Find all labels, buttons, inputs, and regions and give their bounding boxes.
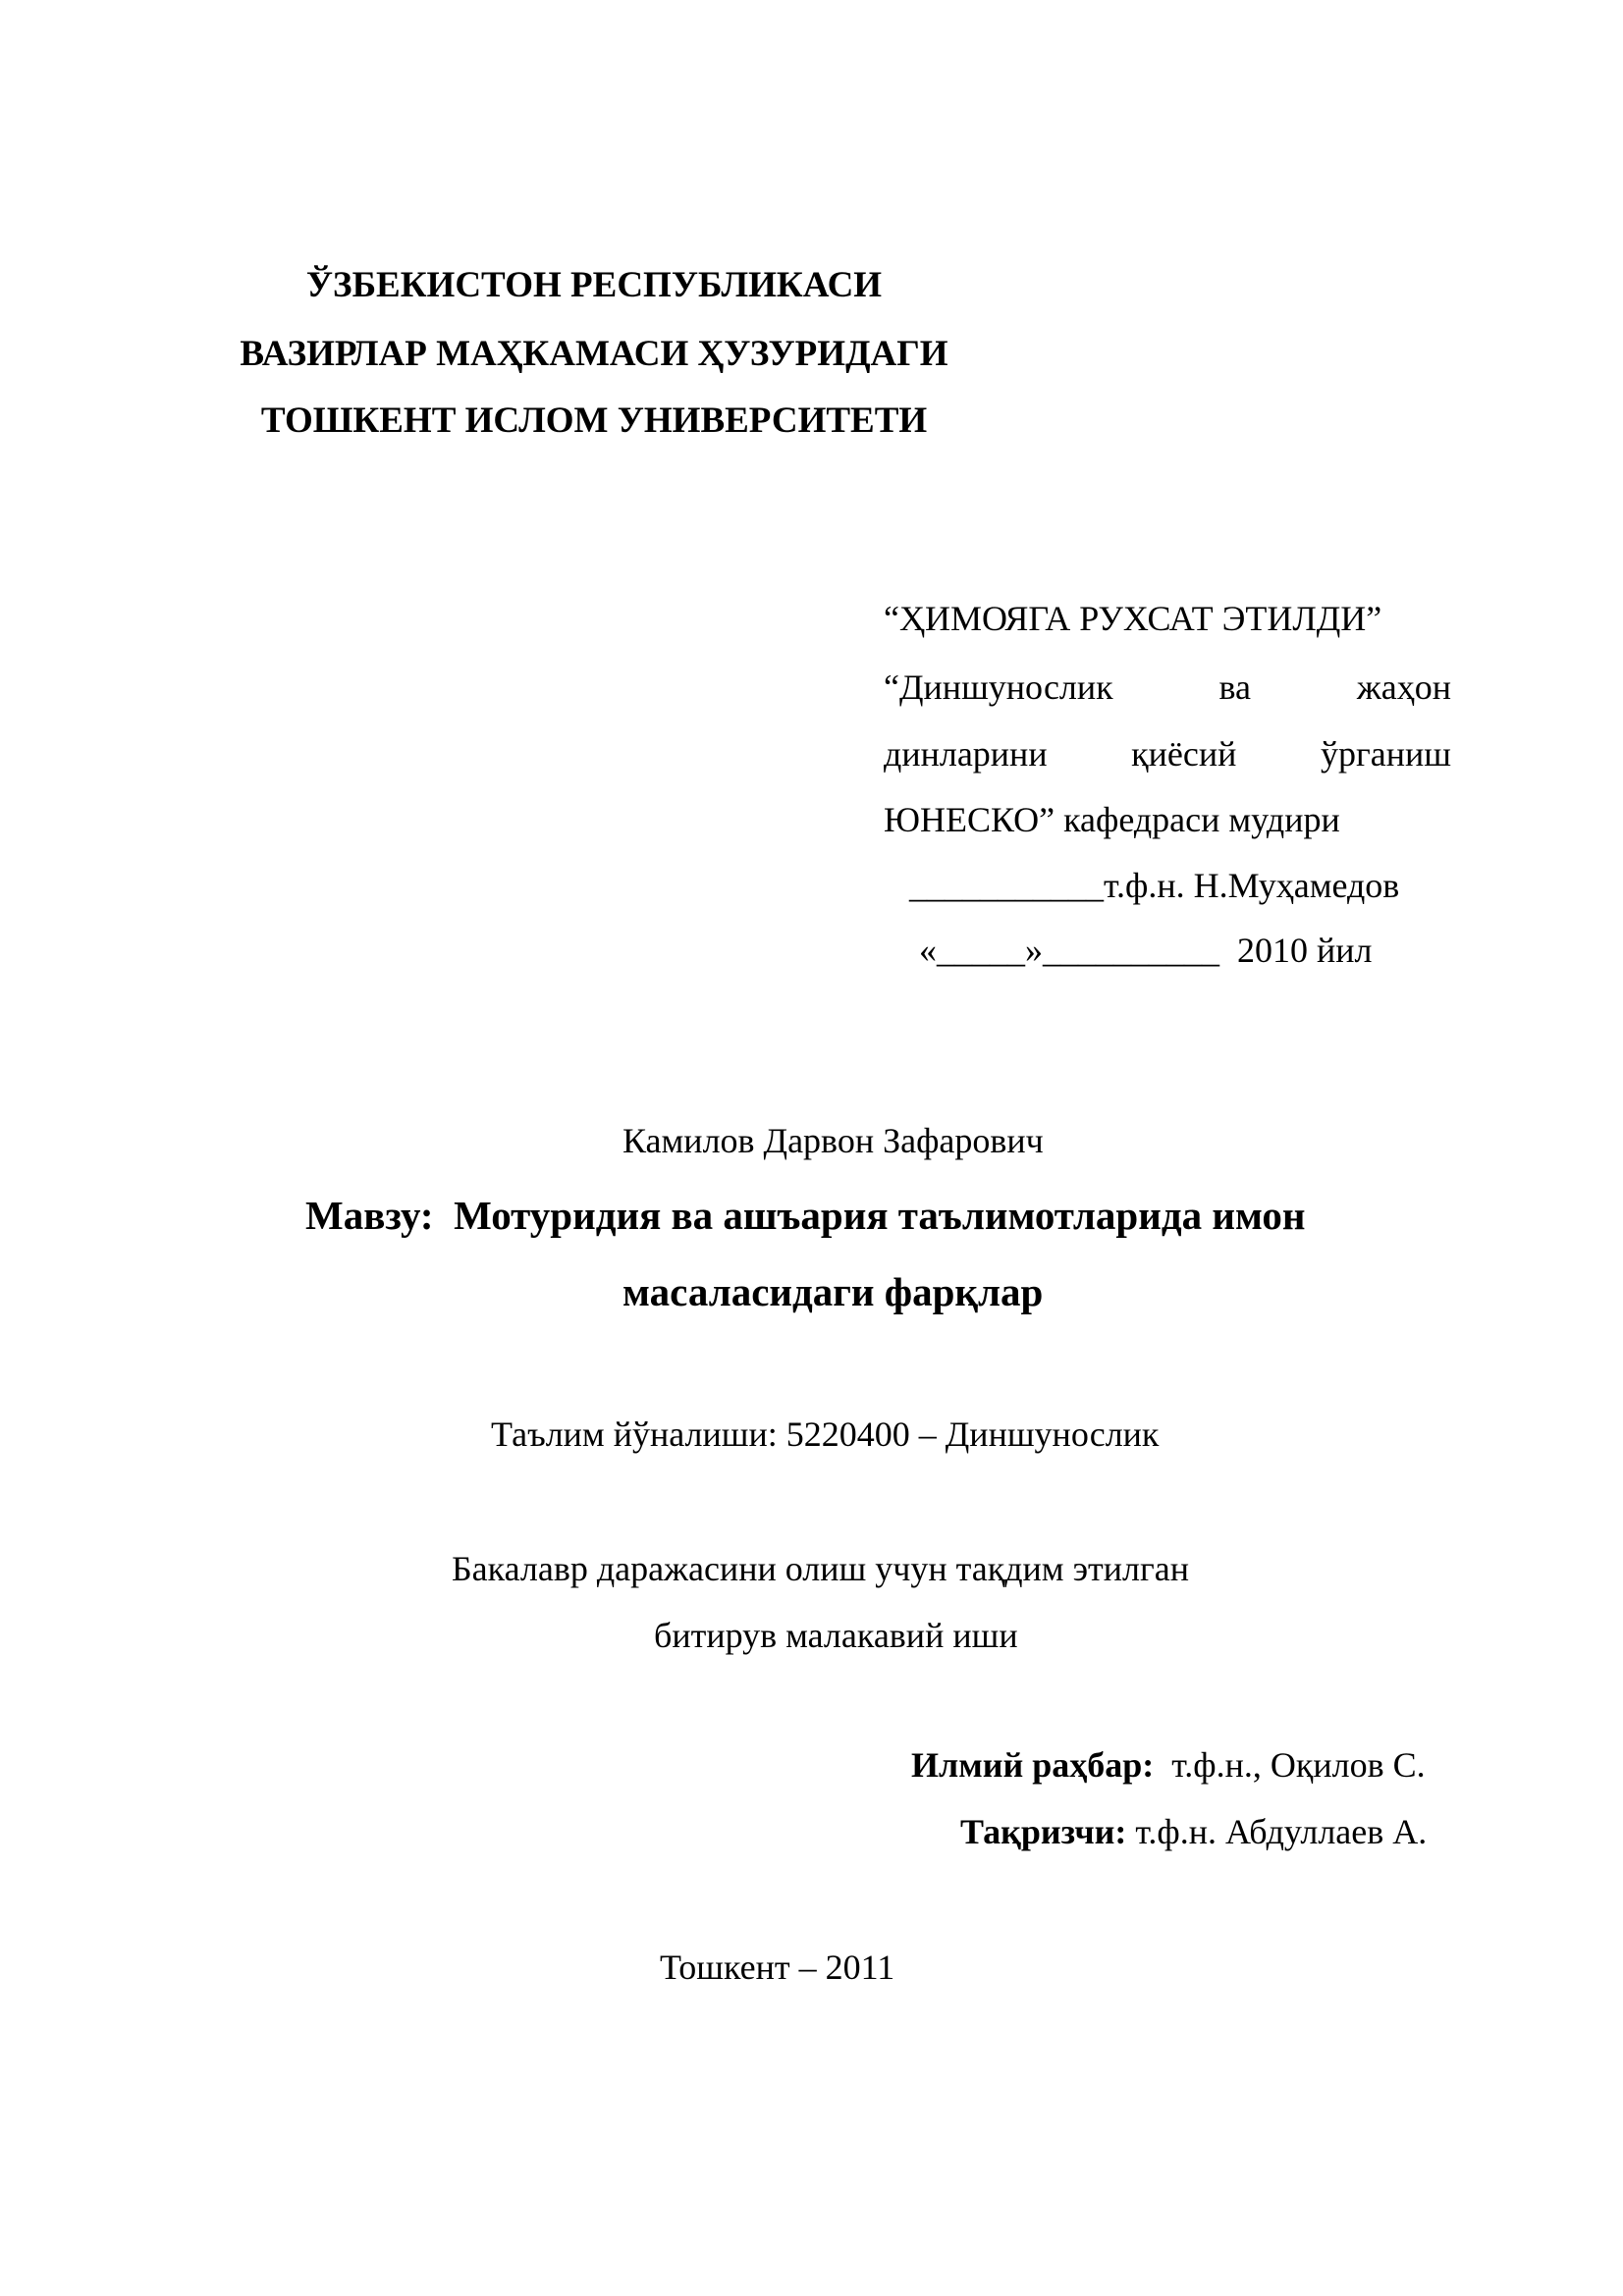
approval-heading: “ҲИМОЯГА РУХСАТ ЭТИЛДИ”	[884, 599, 1382, 638]
approval-row-2-word-3: ўрганиш	[1321, 734, 1451, 774]
approval-row-2-word-2: қиёсий	[1131, 734, 1237, 774]
approval-row-2-word-1: динларини	[884, 734, 1048, 774]
study-direction: Таълим йўналиши: 5220400 – Диншунослик	[491, 1415, 1160, 1454]
approval-row-1-word-2: ва	[1218, 667, 1252, 707]
approval-signature: ___________т.ф.н. Н.Муҳамедов	[909, 866, 1400, 905]
degree-line-2: битирув малакавий иши	[654, 1616, 1018, 1655]
author-name: Камилов Дарвон Зафарович	[622, 1121, 1044, 1160]
reviewer-label: Тақризчи:	[960, 1812, 1127, 1851]
reviewer-value: т.ф.н. Абдуллаев А.	[1126, 1812, 1428, 1851]
reviewer-line	[960, 1814, 1427, 1849]
supervisor-label: Илмий раҳбар:	[911, 1745, 1155, 1785]
approval-row-1-word-3: жаҳон	[1356, 667, 1451, 707]
supervisor-line	[911, 1747, 1426, 1783]
city-year: Тошкент – 2011	[660, 1948, 895, 1987]
approval-row-1-word-1: “Диншунослик	[884, 667, 1113, 707]
approval-date: «_____»__________ 2010 йил	[919, 931, 1373, 970]
institution-line-2: ВАЗИРЛАР МАҲКАМАСИ ҲУЗУРИДАГИ	[240, 334, 948, 374]
approval-department: ЮНЕСКО” кафедраси мудири	[884, 800, 1340, 839]
topic-line-1: Мавзу: Мотуридия ва ашъария таълимотларида имон	[305, 1193, 1306, 1238]
supervisor-value: т.ф.н., Оқилов С.	[1154, 1745, 1426, 1785]
approval-row-2	[884, 736, 1451, 772]
degree-line-1: Бакалавр даражасини олиш учун тақдим этилган	[452, 1549, 1190, 1588]
institution-line-1: ЎЗБЕКИСТОН РЕСПУБЛИКАСИ	[305, 265, 883, 305]
approval-row-1	[884, 669, 1451, 705]
topic-line-2: масаласидаги фарқлар	[622, 1269, 1044, 1314]
institution-line-3: ТОШКЕНТ ИСЛОМ УНИВЕРСИТЕТИ	[260, 400, 928, 441]
